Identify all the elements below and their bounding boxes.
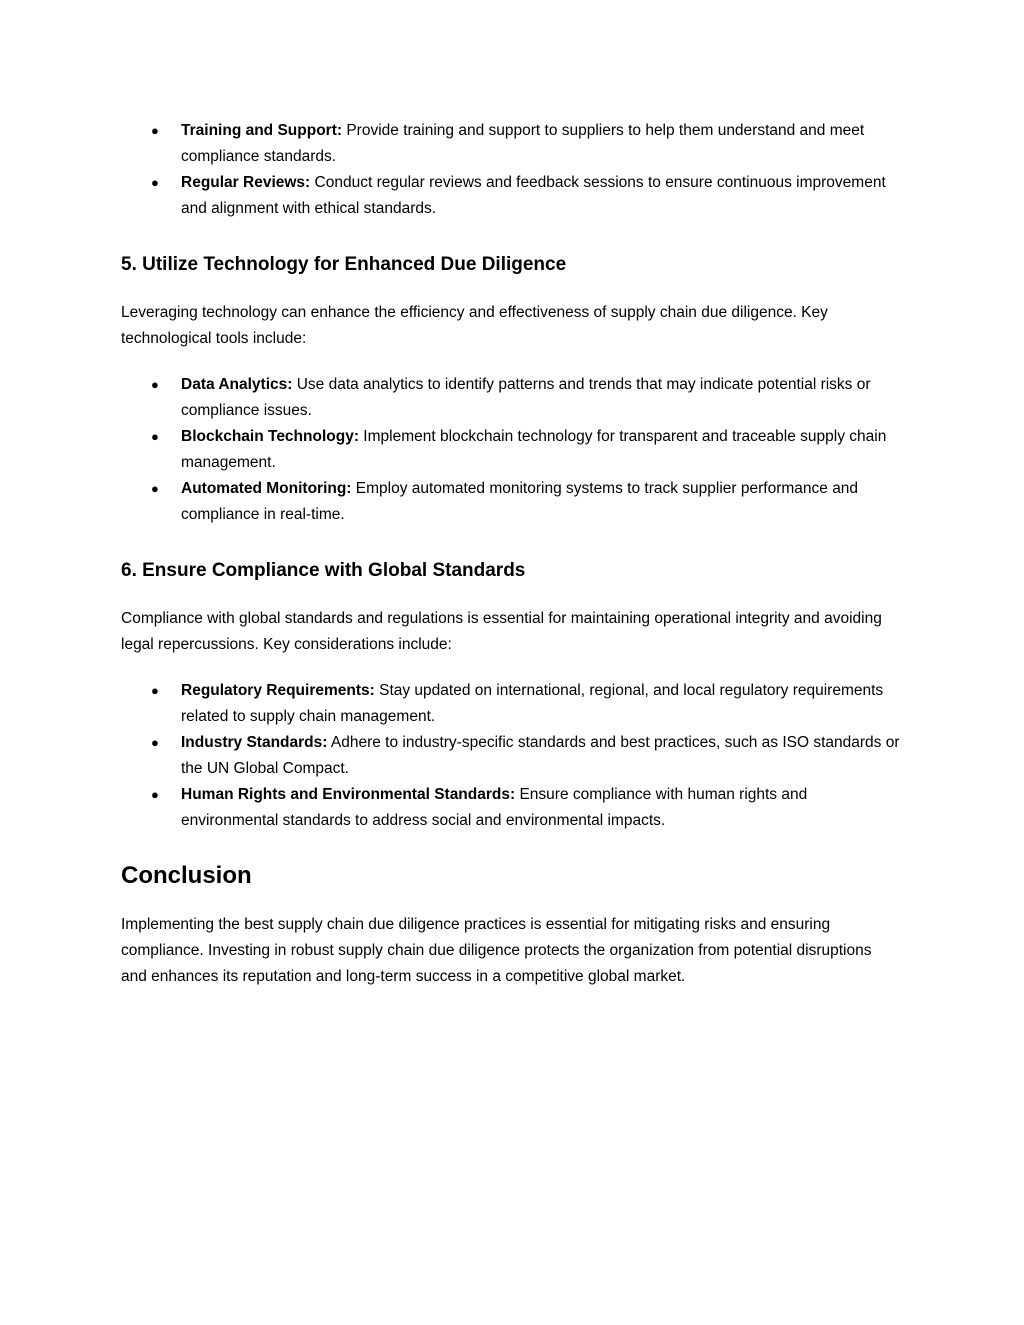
section-6-intro: Compliance with global standards and regulations is essential for maintaining operational integrity and avoiding legal repercussions. Key considerations include: bbox=[121, 610, 882, 653]
list-item-term: Automated Monitoring: bbox=[181, 480, 352, 497]
list-item-term: Human Rights and Environmental Standards: bbox=[181, 786, 516, 803]
list-item bbox=[151, 476, 901, 528]
list-item bbox=[151, 372, 901, 424]
list-item-text: Stay updated on international, regional, and local regulatory requirements related to supply chain management. bbox=[181, 682, 884, 725]
list-item-term: Regulatory Requirements: bbox=[181, 682, 375, 699]
list-item-term: Data Analytics: bbox=[181, 376, 293, 393]
bullet-icon: ● bbox=[151, 175, 159, 190]
conclusion-heading: Conclusion bbox=[121, 862, 252, 889]
bullet-icon: ● bbox=[151, 429, 159, 444]
list-item-term: Training and Support: bbox=[181, 122, 343, 139]
conclusion-paragraph: Implementing the best supply chain due diligence practices is essential for mitigating risks and ensuring compliance. Investing in robust supply chain due diligence protects the organization from potential disruptions and enhances its reputation and long-term success in a competitive global market. bbox=[121, 916, 872, 985]
list-item-text: Use data analytics to identify patterns and trends that may indicate potential risks or compliance issues. bbox=[181, 376, 871, 419]
list-item-term: Industry Standards: bbox=[181, 734, 328, 751]
bullet-icon: ● bbox=[151, 735, 159, 750]
bullet-icon: ● bbox=[151, 787, 159, 802]
list-item-text: Ensure compliance with human rights and environmental standards to address social and environmental impacts. bbox=[181, 786, 808, 829]
list-item bbox=[151, 424, 901, 476]
section-6-heading: 6. Ensure Compliance with Global Standards bbox=[121, 560, 526, 581]
list-item bbox=[151, 118, 901, 170]
list-item-text: Adhere to industry-specific standards and best practices, such as ISO standards or the UN Global Compact. bbox=[181, 734, 900, 777]
list-item-text: Conduct regular reviews and feedback sessions to ensure continuous improvement and alignment with ethical standards. bbox=[181, 174, 886, 217]
section-5-heading: 5. Utilize Technology for Enhanced Due Diligence bbox=[121, 254, 567, 275]
section-5-intro: Leveraging technology can enhance the efficiency and effectiveness of supply chain due diligence. Key technological tools include: bbox=[121, 304, 828, 347]
top-bullet-list bbox=[121, 118, 901, 222]
list-item bbox=[151, 678, 901, 730]
section-6-bullet-list bbox=[121, 678, 901, 834]
bullet-icon: ● bbox=[151, 481, 159, 496]
list-item-text: Provide training and support to suppliers to help them understand and meet compliance standards. bbox=[181, 122, 865, 165]
list-item bbox=[151, 782, 901, 834]
section-5-bullet-list bbox=[121, 372, 901, 528]
bullet-icon: ● bbox=[151, 123, 159, 138]
document-page bbox=[121, 118, 901, 990]
list-item-term: Regular Reviews: bbox=[181, 174, 311, 191]
list-item-text: Implement blockchain technology for transparent and traceable supply chain management. bbox=[181, 428, 887, 471]
list-item-term: Blockchain Technology: bbox=[181, 428, 359, 445]
bullet-icon: ● bbox=[151, 377, 159, 392]
list-item bbox=[151, 730, 901, 782]
list-item bbox=[151, 170, 901, 222]
bullet-icon: ● bbox=[151, 683, 159, 698]
list-item-text: Employ automated monitoring systems to track supplier performance and compliance in real-time. bbox=[181, 480, 859, 523]
